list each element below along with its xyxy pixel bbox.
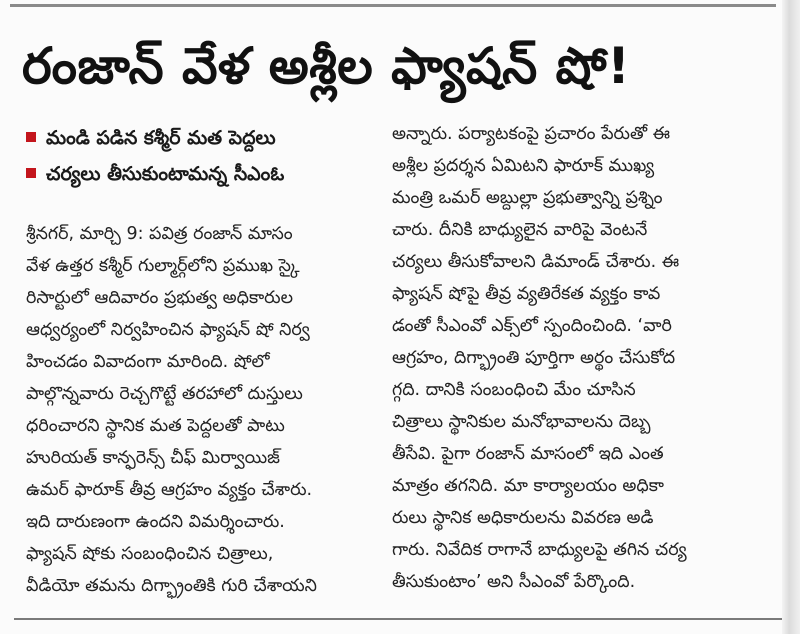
body-line: గారు. నివేదిక రాగానే బాధ్యులపై తగిన చర్య bbox=[392, 540, 687, 560]
body-line: చిత్రాలు స్థానికుల మనోభావాలను దెబ్బ bbox=[392, 412, 651, 432]
body-line: రిసార్టులో ఆదివారం ప్రభుత్వ అధికారుల bbox=[26, 288, 293, 308]
body-line: గ్గది. దానికి సంబంధించి మేం చూసిన bbox=[392, 380, 636, 400]
body-line: అశ్లీల ప్రదర్శన ఏమిటని ఫారూక్‌ ముఖ్య bbox=[392, 156, 655, 176]
square-bullet-icon bbox=[26, 132, 36, 142]
body-line: రులు స్థానిక అధికారులను వివరణ అడి bbox=[392, 508, 654, 528]
body-line: వీడియో తమను దిగ్భ్రాంతికి గురి చేశాయని bbox=[26, 576, 317, 596]
body-line: ఆధ్వర్యంలో నిర్వహించిన ఫ్యాషన్‌ షో నిర్వ bbox=[26, 320, 310, 340]
subhead-item bbox=[26, 120, 371, 156]
body-line: పాల్గొన్నవారు రెచ్చగొట్టే తరహాలో దుస్తులు bbox=[26, 384, 303, 404]
body-line: ఫ్యాషన్‌ షోకు సంబంధించిన చిత్రాలు, bbox=[26, 544, 274, 564]
top-rule bbox=[10, 4, 776, 7]
body-line: తీసేవి. పైగా రంజాన్‌ మాసంలో ఇది ఎంత bbox=[392, 444, 664, 464]
headline: రంజాన్‌ వేళ అశ్లీల ఫ్యాషన్‌ షో! bbox=[22, 37, 631, 95]
body-line: శ్రీనగర్‌, మార్చి 9: పవిత్ర రంజాన్‌ మాసం bbox=[26, 224, 293, 244]
subhead-item bbox=[26, 156, 371, 192]
square-bullet-icon bbox=[26, 168, 36, 178]
body-line: ధరించారని స్థానిక మత పెద్దలతో పాటు bbox=[26, 416, 285, 436]
body-line: వేళ ఉత్తర కశ్మీర్‌ గుల్మార్గ్‌లోని ప్రముఖ స్కై bbox=[26, 256, 300, 276]
subhead-text: మండి పడిన కశ్మీర్‌ మత పెద్దలు bbox=[46, 127, 276, 149]
body-line: ఫ్యాషన్‌ షోపై తీవ్ర వ్యతిరేకత వ్యక్తం కావ bbox=[392, 284, 661, 304]
body-line: హురియత్‌ కాన్ఫరెన్స్‌ చీఫ్‌ మిర్వాయిజ్‌ bbox=[26, 448, 280, 468]
body-line: ఇది దారుణంగా ఉందని విమర్శించారు. bbox=[26, 512, 285, 532]
subhead-text: చర్యలు తీసుకుంటామన్న సీఎంఓ bbox=[46, 163, 285, 185]
body-line: మంత్రి ఒమర్‌ అబ్దుల్లా ప్రభుత్వాన్ని ప్రశ్నిం bbox=[392, 188, 663, 208]
body-line: ఉమర్‌ ఫారూక్‌ తీవ్ర ఆగ్రహం వ్యక్తం చేశారు. bbox=[26, 480, 313, 500]
body-line: అన్నారు. పర్యాటకంపై ప్రచారం పేరుతో ఈ bbox=[392, 124, 670, 144]
body-line: తీసుకుంటాం’ అని సీఎంవో పేర్కొంది. bbox=[392, 572, 636, 592]
article-column-right bbox=[392, 118, 744, 598]
bottom-rule bbox=[14, 618, 782, 620]
body-line: చారు. దీనికి బాధ్యులైన వారిపై వెంటనే bbox=[392, 220, 648, 240]
body-line: ఆగ్రహం, దిగ్భ్రాంతి పూర్తిగా అర్థం చేసుకోద bbox=[392, 348, 676, 368]
body-line: హించడం వివాదంగా మారింది. షోలో bbox=[26, 352, 270, 372]
body-line: చర్యలు తీసుకోవాలని డిమాండ్‌ చేశారు. ఈ bbox=[392, 252, 680, 272]
page-edge-shadow bbox=[782, 0, 800, 634]
subheads bbox=[26, 120, 371, 192]
body-line: మాత్రం తగనిది. మా కార్యాలయం అధికా bbox=[392, 476, 664, 496]
body-line: డంతో సీఎంవో ఎక్స్‌లో స్పందించింది. ‘వారి bbox=[392, 316, 672, 336]
article-column-left bbox=[26, 218, 371, 602]
